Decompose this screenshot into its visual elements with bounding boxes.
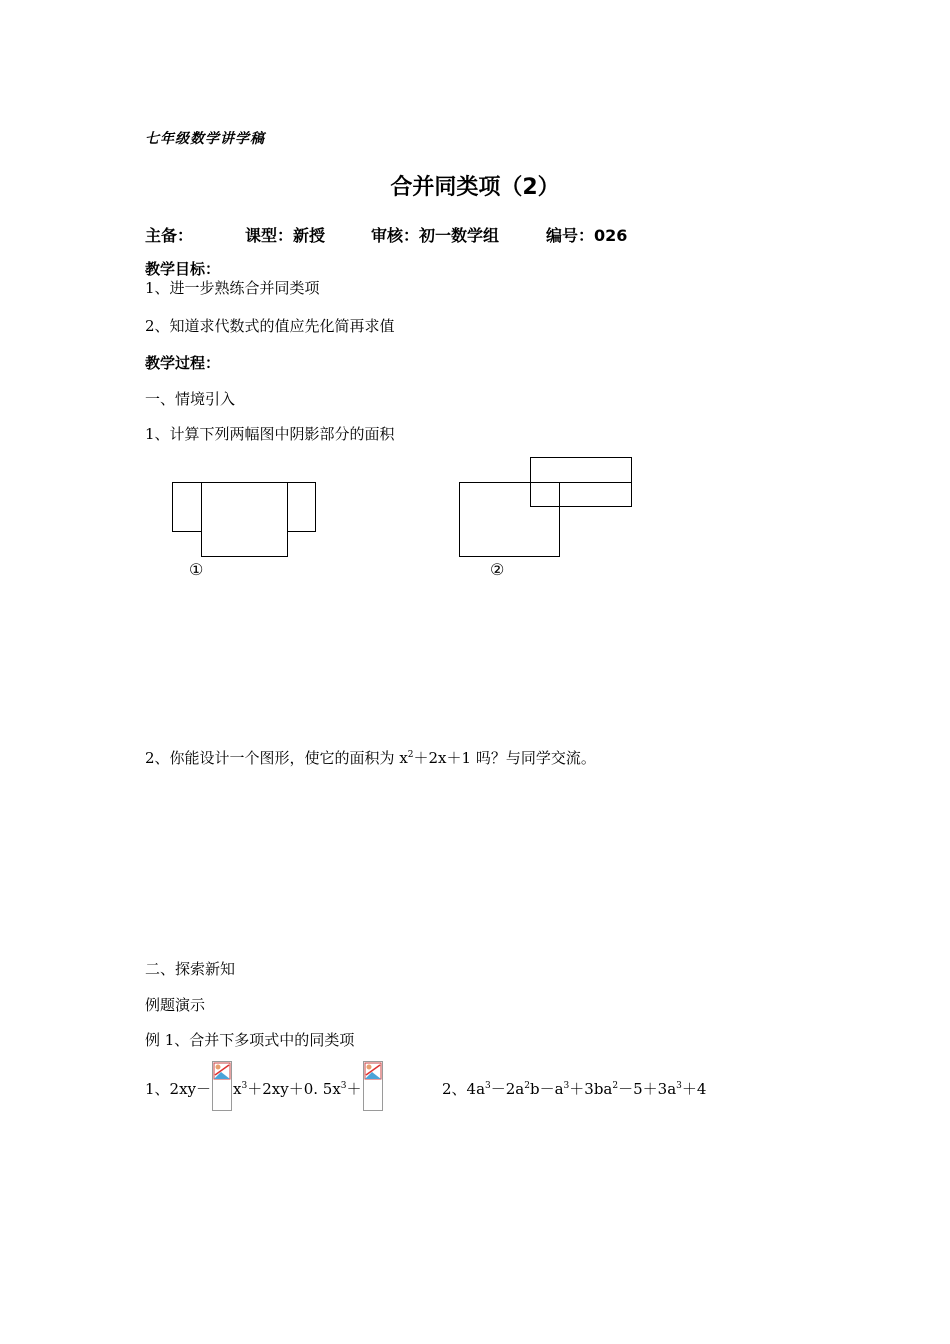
header-tag: 七年级数学讲学稿 [145,131,265,147]
broken-image-icon [212,1061,232,1111]
meta-author: 主备： [145,226,194,245]
formula-1: 1、2xy－ $x^3+2xy+0$. $5x^3+$ [145,1078,384,1111]
example-1: 例 1、合并下多项式中的同类项 [145,1031,355,1049]
section-explore: 二、探索新知 [145,960,236,978]
objectives-heading: 教学目标： [145,260,221,278]
meta-number: 编号：026 [546,226,628,245]
broken-image-icon [363,1061,383,1111]
figure-1 [168,478,323,562]
question-1: 1、计算下列两幅图中阴影部分的面积 [145,425,395,443]
process-heading: 教学过程： [145,354,221,372]
formula-2: 2、$4a^3-2a^2b-a^3+3ba^2-5+3a^3+4$ [442,1080,707,1098]
figure-2-label: ② [490,560,505,579]
figure-2 [455,453,637,561]
meta-type: 课型：新授 [245,226,326,245]
question-2: 2、你能设计一个图形，使它的面积为 $x^2+2x+1$ 吗？与同学交流。 [145,749,596,767]
objective-item: 2、知道求代数式的值应先化简再求值 [145,317,395,335]
section-intro: 一、情境引入 [145,390,236,408]
page-title: 合并同类项（2） [390,175,560,200]
figure-1-label: ① [189,560,204,579]
demo-heading: 例题演示 [145,996,206,1014]
objective-item: 1、进一步熟练合并同类项 [145,279,320,297]
meta-review: 审核：初一数学组 [371,226,500,245]
